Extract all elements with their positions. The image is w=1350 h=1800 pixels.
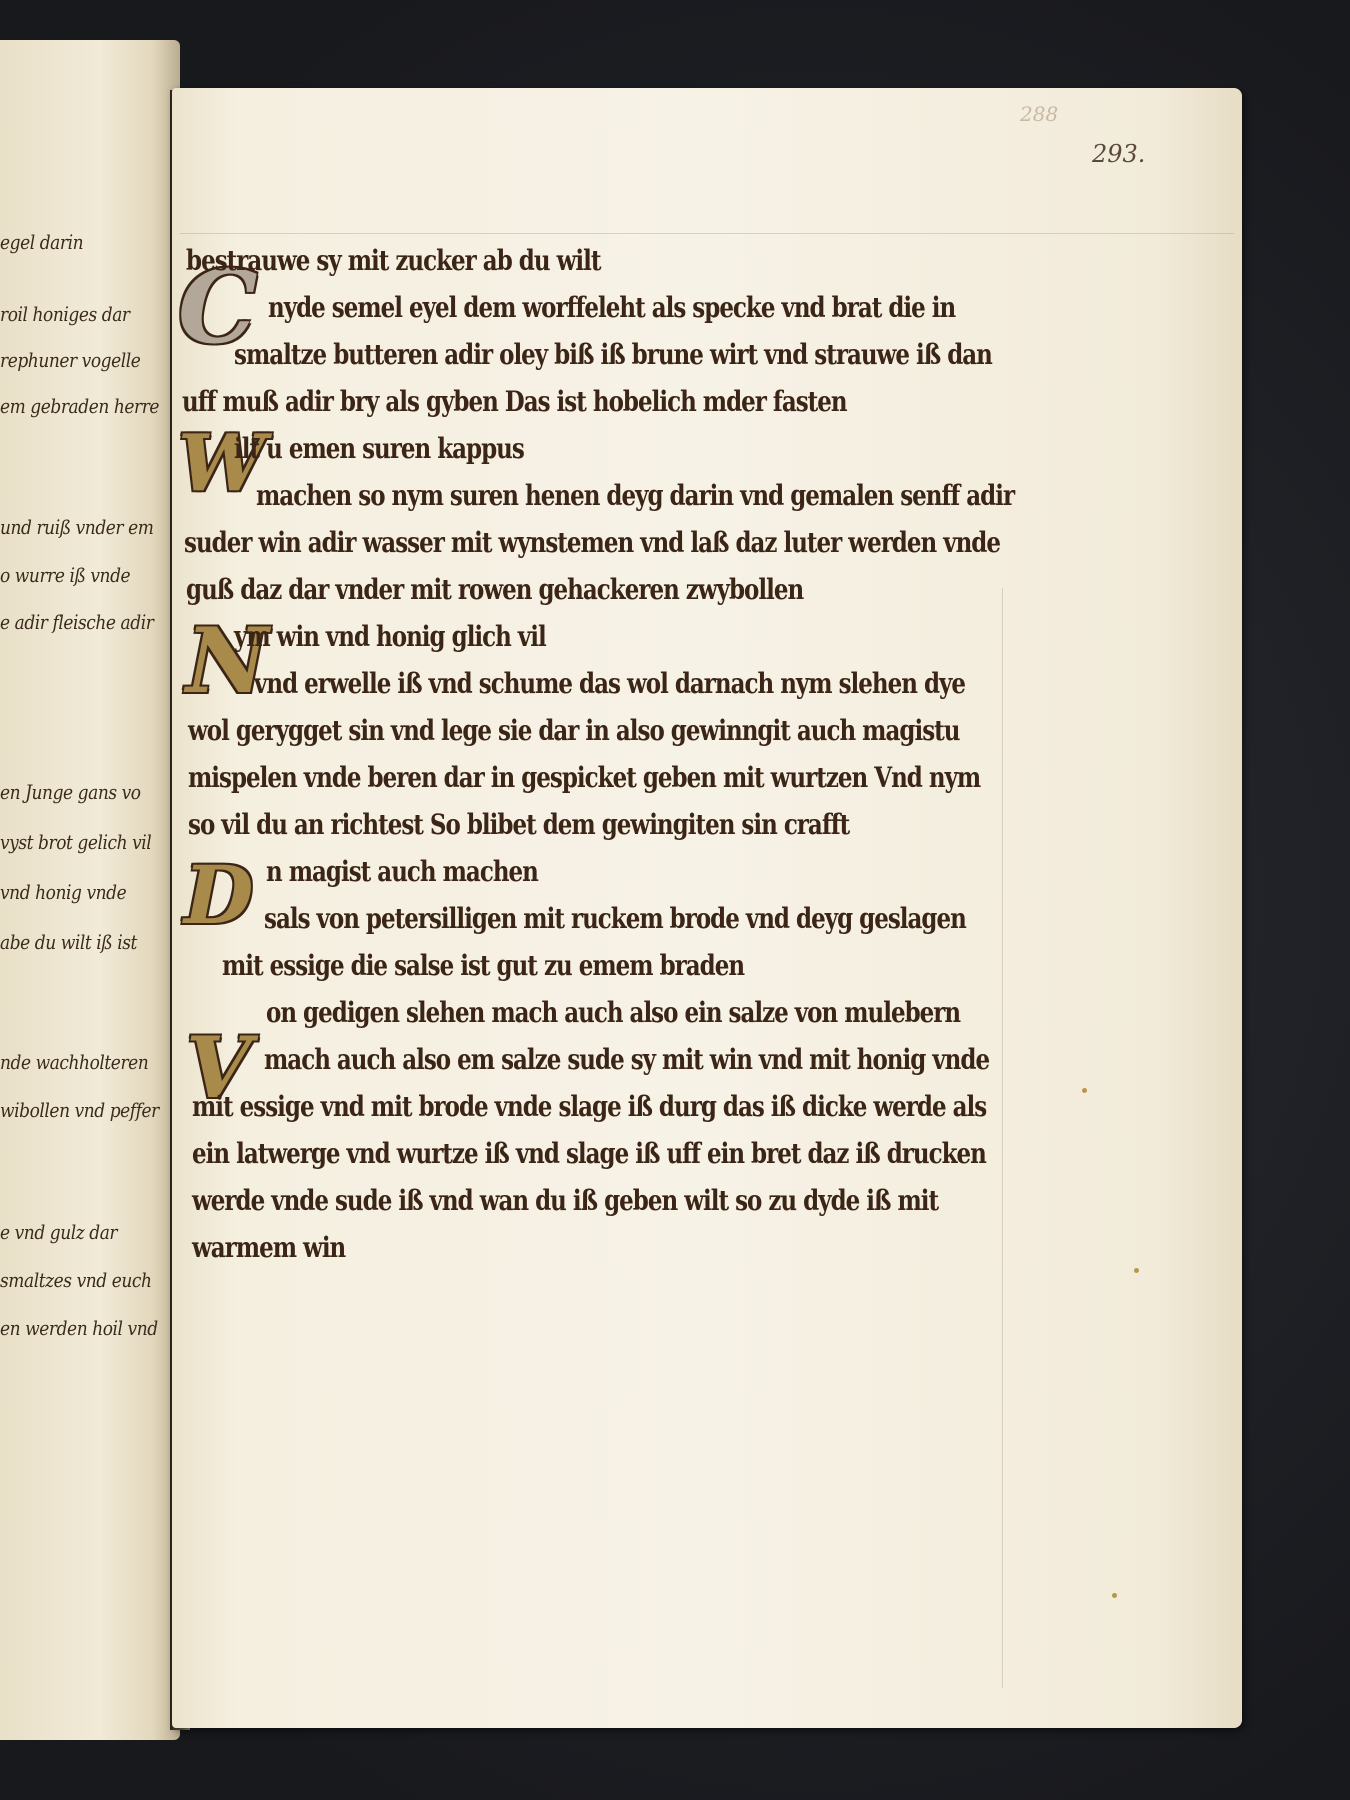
left-page-line: en Junge gans vo [0,780,141,804]
initial-v: V [186,1018,252,1117]
initial-w: W [178,418,266,509]
left-page-line: e vnd gulz dar [0,1220,118,1244]
text-line: mispelen vnde beren dar in gespicket geben mit wurtzen Vnd nym [188,761,981,794]
text-line: ym win vnd honig glich vil [234,620,546,653]
text-line: uff muß adir bry als gyben Das ist hobelich mder fasten [182,385,847,418]
text-line: machen so nym suren henen deyg darin vnd gemalen senff adir [256,479,1015,512]
folio-number: 293. [1092,140,1146,168]
initial-n: N [186,608,269,714]
text-line: mit essige die salse ist gut zu emem braden [222,949,745,982]
text-line: guß daz dar vnder mit rowen gehackeren zwybollen [186,573,804,606]
text-line: so vil du an richtest So blibet dem gewingiten sin crafft [188,808,850,841]
old-folio-number: 288 [1020,102,1059,126]
left-page-line: roil honiges dar [0,302,130,326]
text-line: on gedigen slehen mach auch also ein salze von mulebern [266,996,961,1029]
text-line: smaltze butteren adir oley biß iß brune wirt vnd strauwe iß dan [234,338,992,371]
left-page-line: rephuner vogelle [0,348,141,372]
left-page-line: vyst brot gelich vil [0,830,152,854]
left-page-line: vnd honig vnde [0,880,127,904]
left-page-line: smaltzes vnd euch [0,1268,152,1292]
initial-d: D [184,848,254,942]
text-line: vnd erwelle iß vnd schume das wol darnach nym slehen dye [254,667,966,700]
left-page-line: en werden hoil vnd [0,1316,158,1340]
text-line: mach auch also em salze sude sy mit win vnd mit honig vnde [264,1043,990,1076]
left-page-line: e adir fleische adir [0,610,154,634]
paper-speck [1134,1268,1139,1273]
left-page-line: nde wachholteren [0,1050,149,1074]
text-line: ilt u emen suren kappus [234,432,524,465]
paper-speck [1112,1593,1117,1598]
left-page-line: abe du wilt iß ist [0,930,137,954]
manuscript-page [172,88,1242,1728]
text-line: mit essige vnd mit brode vnde slage iß durg das iß dicke werde als [192,1090,987,1123]
left-page-line: egel darin [0,230,84,254]
ruling-line [1002,588,1003,1688]
text-line: werde vnde sude iß vnd wan du iß geben wilt so zu dyde iß mit [192,1184,939,1217]
left-page-line: und ruiß vnder em [0,515,154,539]
ruling-line [180,233,1234,234]
text-line: bestrauwe sy mit zucker ab du wilt [186,244,601,277]
paper-speck [1082,1088,1087,1093]
left-page-line: wibollen vnd peffer [0,1098,159,1122]
text-line: sals von petersilligen mit ruckem brode vnd deyg geslagen [264,902,966,935]
initial-c: C [178,248,258,366]
text-line: ein latwerge vnd wurtze iß vnd slage iß uff ein bret daz iß drucken [192,1137,986,1170]
text-line: warmem win [192,1231,346,1264]
text-line: nyde semel eyel dem worffeleht als specke vnd brat die in [268,291,956,324]
left-page-line: o wurre iß vnde [0,563,131,587]
text-line: suder win adir wasser mit wynstemen vnd laß daz luter werden vnde [184,526,1000,559]
text-line: n magist auch machen [266,855,538,888]
left-page [0,40,180,1740]
left-page-line: em gebraden herre [0,394,160,418]
text-line: wol gerygget sin vnd lege sie dar in also gewinngit auch magistu [188,714,960,747]
